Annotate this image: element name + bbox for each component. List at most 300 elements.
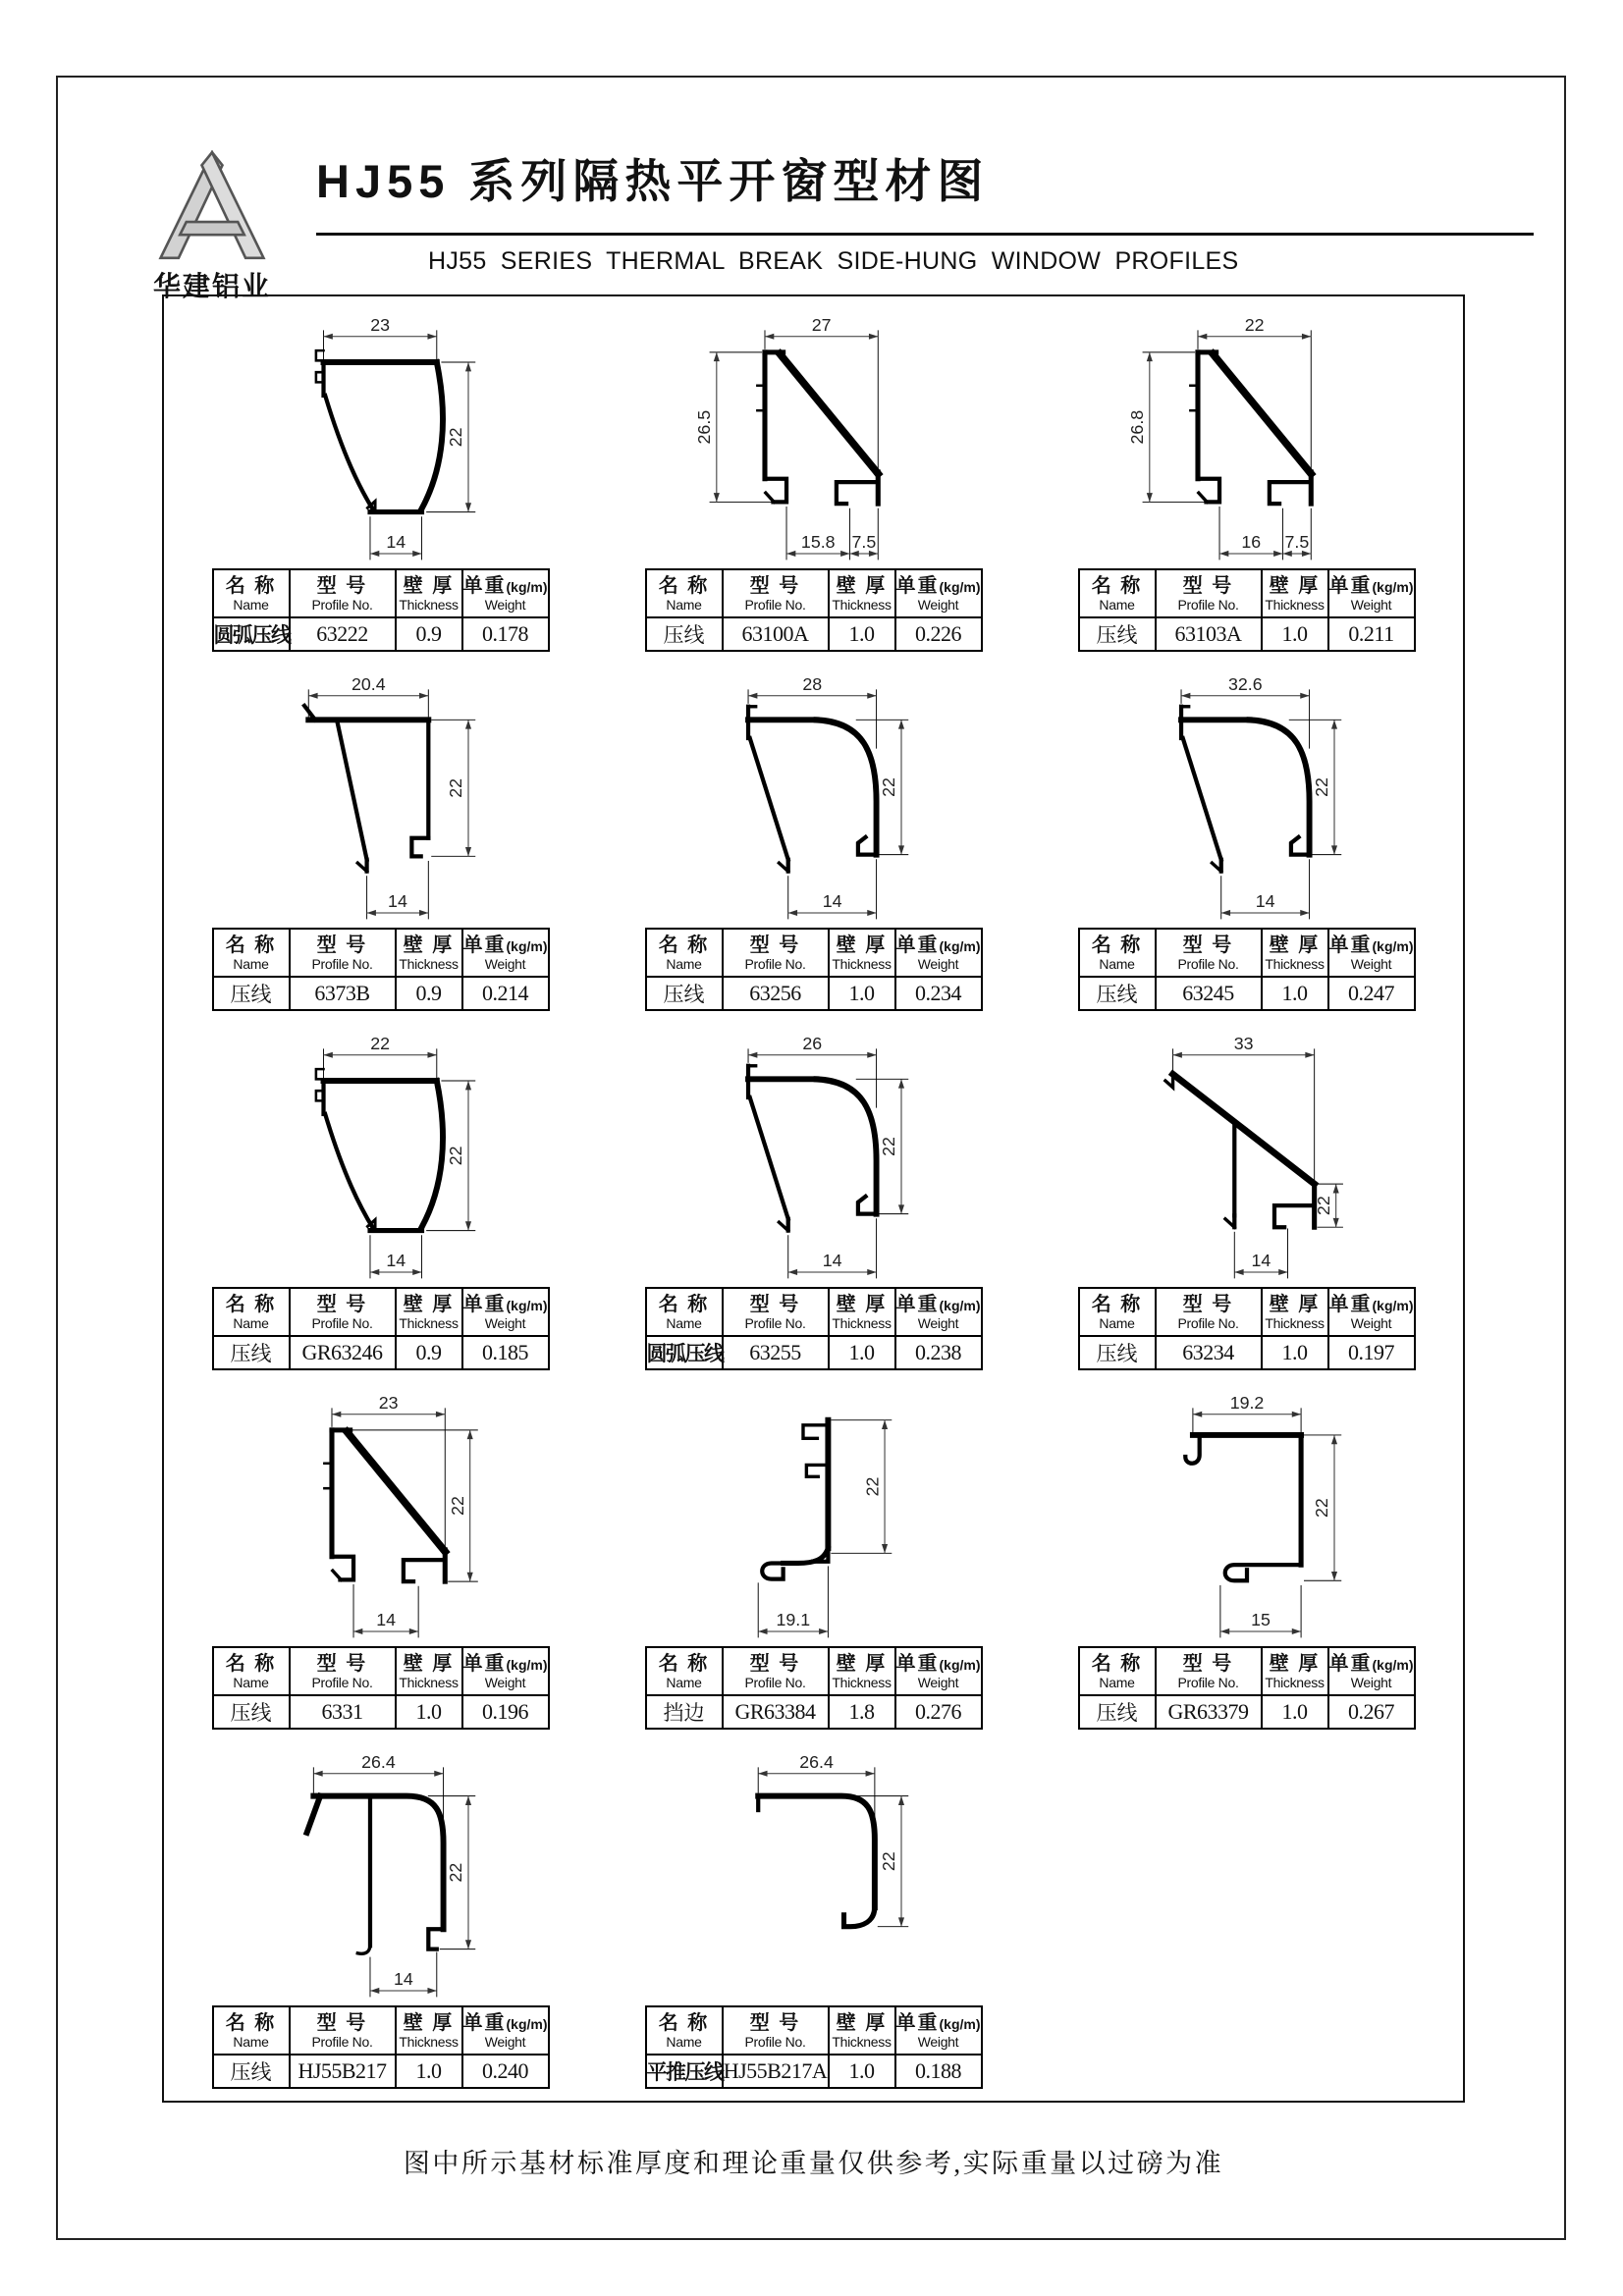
col-name-en: Name (666, 597, 702, 614)
col-weight-cn-text: 单重 (895, 575, 940, 598)
col-model-cn: 型 号 (749, 1653, 801, 1676)
col-model-cn: 型 号 (1182, 934, 1234, 957)
svg-text:22: 22 (1244, 314, 1265, 335)
spec-header-row (646, 569, 982, 617)
profile-cell (212, 1737, 550, 2097)
profile-cell (212, 300, 550, 660)
col-model (723, 569, 829, 617)
col-name-cn: 名 称 (225, 1653, 277, 1676)
svg-text:14: 14 (1255, 891, 1275, 912)
col-name-cn: 名 称 (658, 934, 710, 957)
spec-header-row (1079, 929, 1415, 977)
page-subtitle: HJ55 SERIES THERMAL BREAK SIDE-HUNG WINDOW PROFILES (428, 247, 1239, 275)
col-name (646, 1288, 723, 1336)
profile-spec-table (212, 1287, 550, 1370)
col-thickness-en: Thickness (832, 597, 892, 614)
col-weight-en: Weight (484, 1315, 526, 1332)
col-model-en: Profile No. (311, 956, 373, 973)
profile-thickness: 0.9 (396, 977, 462, 1010)
profile-spec-table (1078, 568, 1416, 652)
profile-weight: 0.211 (1328, 617, 1415, 651)
col-thickness (396, 929, 462, 977)
profile-drawing (1109, 662, 1384, 924)
col-thickness (829, 569, 895, 617)
svg-text:19.1: 19.1 (776, 1610, 810, 1630)
col-name-cn: 名 称 (1091, 934, 1143, 957)
col-thickness (829, 1288, 895, 1336)
svg-text:22: 22 (878, 777, 898, 797)
col-model-cn: 型 号 (316, 575, 368, 598)
profile-name: 压线 (213, 977, 290, 1010)
col-model-en: Profile No. (311, 1675, 373, 1691)
profile-name: 压线 (646, 977, 723, 1010)
col-weight-en: Weight (917, 1315, 959, 1332)
profile-outline-svg (676, 1739, 951, 2002)
col-name-cn: 名 称 (225, 2012, 277, 2035)
spec-header-row (1079, 1647, 1415, 1695)
profile-thickness: 1.0 (1262, 1695, 1328, 1729)
col-thickness-en: Thickness (1265, 597, 1325, 614)
spec-header-row (646, 1288, 982, 1336)
col-thickness-cn: 壁 厚 (1269, 1653, 1321, 1676)
profile-thickness: 1.0 (829, 1336, 895, 1369)
profile-cell (645, 1378, 983, 1737)
col-weight (1328, 569, 1415, 617)
col-name-en: Name (233, 956, 269, 973)
spec-data-row (1079, 1695, 1415, 1729)
profile-outline-svg (243, 1739, 518, 2002)
col-weight-cn (463, 1292, 548, 1316)
profile-weight: 0.240 (462, 2055, 549, 2088)
col-model-cn: 型 号 (749, 2012, 801, 2035)
col-model-cn: 型 号 (316, 1294, 368, 1316)
profile-drawing (1109, 1021, 1384, 1283)
profile-drawing (243, 1739, 518, 2002)
svg-text:14: 14 (385, 532, 406, 553)
profile-spec-table (212, 1646, 550, 1730)
svg-text:33: 33 (1233, 1033, 1254, 1053)
profile-drawing (676, 662, 951, 924)
col-model (723, 929, 829, 977)
col-model (290, 1647, 396, 1695)
col-thickness (396, 2006, 462, 2055)
col-name-cn: 名 称 (225, 934, 277, 957)
col-weight-cn (463, 573, 548, 598)
svg-text:22: 22 (1313, 1196, 1333, 1216)
col-weight-unit: (kg/m) (506, 938, 548, 955)
col-weight-en: Weight (917, 956, 959, 973)
col-model-en: Profile No. (744, 597, 806, 614)
profile-name: 圆弧压线 (213, 617, 290, 651)
profile-cell (645, 1737, 983, 2097)
profiles-grid (162, 294, 1465, 2103)
col-weight-en: Weight (484, 597, 526, 614)
profile-name: 平推压线 (646, 2055, 723, 2088)
col-name-cn: 名 称 (225, 1294, 277, 1316)
spec-header-row (646, 929, 982, 977)
col-model (290, 2006, 396, 2055)
col-name-cn: 名 称 (658, 1294, 710, 1316)
profile-weight: 0.197 (1328, 1336, 1415, 1369)
col-model-cn: 型 号 (316, 2012, 368, 2035)
col-name-en: Name (1099, 597, 1135, 614)
col-model-cn: 型 号 (749, 1294, 801, 1316)
col-name-en: Name (666, 1315, 702, 1332)
profile-spec-table (645, 568, 983, 652)
col-weight-unit: (kg/m) (506, 2016, 548, 2033)
col-model-en: Profile No. (1177, 597, 1239, 614)
profile-weight: 0.185 (462, 1336, 549, 1369)
col-thickness (1262, 1647, 1328, 1695)
col-weight-cn (896, 1292, 981, 1316)
profile-thickness: 1.8 (829, 1695, 895, 1729)
profile-model: 6331 (290, 1695, 396, 1729)
title-underline (316, 233, 1534, 236)
profile-drawing (1109, 1380, 1384, 1642)
profile-thickness: 1.0 (1262, 977, 1328, 1010)
col-weight (1328, 1288, 1415, 1336)
col-name-cn: 名 称 (225, 575, 277, 598)
profile-outline-svg (1109, 302, 1384, 564)
svg-text:22: 22 (445, 427, 465, 448)
svg-text:14: 14 (822, 891, 842, 912)
col-weight-en: Weight (917, 2034, 959, 2051)
svg-text:28: 28 (801, 673, 822, 694)
profile-name: 压线 (213, 1695, 290, 1729)
svg-text:22: 22 (445, 777, 465, 798)
profile-weight: 0.214 (462, 977, 549, 1010)
col-model (723, 1288, 829, 1336)
col-name-en: Name (1099, 1675, 1135, 1691)
col-weight (462, 1647, 549, 1695)
spec-header-row (213, 1647, 549, 1695)
col-weight-cn (463, 933, 548, 957)
profile-thickness: 1.0 (396, 2055, 462, 2088)
profile-model: GR63246 (290, 1336, 396, 1369)
profile-name: 压线 (1079, 617, 1156, 651)
col-weight (462, 929, 549, 977)
svg-text:22: 22 (878, 1137, 898, 1156)
profile-outline-svg (1109, 1380, 1384, 1642)
profile-cell (212, 660, 550, 1019)
col-thickness-cn: 壁 厚 (403, 2012, 455, 2035)
col-name (646, 1647, 723, 1695)
col-weight-cn-text: 单重 (462, 2012, 507, 2035)
profile-thickness: 0.9 (396, 617, 462, 651)
profile-weight: 0.188 (895, 2055, 982, 2088)
profile-spec-table (212, 568, 550, 652)
profile-model: 63103A (1156, 617, 1262, 651)
col-thickness-en: Thickness (399, 1315, 459, 1332)
col-weight-cn (1329, 1292, 1414, 1316)
col-model-en: Profile No. (1177, 1315, 1239, 1332)
profile-model: HJ55B217 (290, 2055, 396, 2088)
col-weight (895, 929, 982, 977)
col-weight-en: Weight (1350, 956, 1392, 973)
col-name-en: Name (1099, 1315, 1135, 1332)
svg-text:22: 22 (861, 1476, 882, 1497)
col-name (213, 569, 290, 617)
col-model (290, 929, 396, 977)
svg-text:14: 14 (1251, 1251, 1271, 1271)
col-name-cn: 名 称 (1091, 1653, 1143, 1676)
profile-thickness: 1.0 (1262, 617, 1328, 651)
profile-cell (212, 1378, 550, 1737)
col-name (1079, 929, 1156, 977)
col-thickness-en: Thickness (1265, 1315, 1325, 1332)
svg-text:26.4: 26.4 (360, 1751, 396, 1772)
col-model-en: Profile No. (744, 1315, 806, 1332)
col-thickness-en: Thickness (832, 1315, 892, 1332)
profile-thickness: 1.0 (829, 977, 895, 1010)
profile-name: 压线 (1079, 1695, 1156, 1729)
spec-header-row (213, 929, 549, 977)
svg-text:22: 22 (445, 1146, 465, 1166)
col-name (646, 2006, 723, 2055)
col-model-cn: 型 号 (1182, 575, 1234, 598)
col-weight-cn (1329, 573, 1414, 598)
profile-spec-table (645, 928, 983, 1011)
profile-spec-table (1078, 1646, 1416, 1730)
profile-cell (212, 1019, 550, 1378)
col-thickness-cn: 壁 厚 (836, 1294, 888, 1316)
col-weight-cn (1329, 1651, 1414, 1676)
svg-text:22: 22 (878, 1851, 898, 1872)
col-thickness-en: Thickness (399, 956, 459, 973)
col-weight-en: Weight (484, 956, 526, 973)
profile-thickness: 0.9 (396, 1336, 462, 1369)
spec-data-row (1079, 617, 1415, 651)
profile-outline-svg (243, 1380, 518, 1642)
spec-header-row (1079, 569, 1415, 617)
col-weight (1328, 1647, 1415, 1695)
spec-data-row (213, 977, 549, 1010)
svg-text:14: 14 (822, 1251, 842, 1271)
col-thickness (396, 569, 462, 617)
col-weight-cn-text: 单重 (1328, 934, 1373, 957)
profile-thickness: 1.0 (829, 2055, 895, 2088)
col-name (1079, 1647, 1156, 1695)
col-thickness-cn: 壁 厚 (1269, 934, 1321, 957)
spec-data-row (646, 977, 982, 1010)
col-model-cn: 型 号 (1182, 1653, 1234, 1676)
profile-outline-svg (676, 1021, 951, 1283)
profile-weight: 0.276 (895, 1695, 982, 1729)
profile-name: 压线 (1079, 977, 1156, 1010)
col-name-cn: 名 称 (658, 1653, 710, 1676)
col-thickness (829, 929, 895, 977)
profile-weight: 0.238 (895, 1336, 982, 1369)
col-weight-cn (896, 933, 981, 957)
col-model-en: Profile No. (1177, 1675, 1239, 1691)
col-name (213, 1647, 290, 1695)
col-weight-en: Weight (917, 597, 959, 614)
profile-spec-table (1078, 928, 1416, 1011)
spec-data-row (213, 1695, 549, 1729)
col-model-cn: 型 号 (316, 1653, 368, 1676)
profile-thickness: 1.0 (1262, 1336, 1328, 1369)
col-weight-cn-text: 单重 (462, 1294, 507, 1316)
col-weight (895, 1288, 982, 1336)
profile-cell (645, 660, 983, 1019)
col-model-en: Profile No. (744, 2034, 806, 2051)
col-name-en: Name (1099, 956, 1135, 973)
col-model (723, 1647, 829, 1695)
col-weight-en: Weight (484, 2034, 526, 2051)
svg-text:14: 14 (393, 1969, 413, 1990)
col-thickness-en: Thickness (399, 1675, 459, 1691)
col-thickness-cn: 壁 厚 (836, 1653, 888, 1676)
col-name-en: Name (666, 956, 702, 973)
col-weight-cn-text: 单重 (462, 1653, 507, 1676)
col-thickness-cn: 壁 厚 (403, 1294, 455, 1316)
svg-text:26: 26 (801, 1033, 822, 1053)
profile-drawing (1109, 302, 1384, 564)
col-weight-cn-text: 单重 (895, 934, 940, 957)
col-model-en: Profile No. (744, 956, 806, 973)
profile-spec-table (212, 928, 550, 1011)
col-weight-en: Weight (1350, 1315, 1392, 1332)
col-thickness-cn: 壁 厚 (403, 934, 455, 957)
spec-data-row (1079, 1336, 1415, 1369)
page-title: HJ55 系列隔热平开窗型材图 (316, 155, 990, 207)
svg-text:7.5: 7.5 (850, 532, 876, 553)
col-name-cn: 名 称 (658, 2012, 710, 2035)
col-model-en: Profile No. (744, 1675, 806, 1691)
col-name-en: Name (666, 1675, 702, 1691)
profile-outline-svg (676, 1380, 951, 1642)
profile-drawing (243, 1021, 518, 1283)
col-weight (462, 2006, 549, 2055)
svg-text:14: 14 (375, 1610, 396, 1630)
profile-outline-svg (676, 302, 951, 564)
col-name (213, 1288, 290, 1336)
col-name-en: Name (233, 1675, 269, 1691)
col-thickness-en: Thickness (832, 2034, 892, 2051)
col-name-cn: 名 称 (1091, 1294, 1143, 1316)
spec-data-row (1079, 977, 1415, 1010)
col-weight (1328, 929, 1415, 977)
col-weight (895, 569, 982, 617)
profile-weight: 0.196 (462, 1695, 549, 1729)
svg-text:14: 14 (387, 891, 407, 912)
col-name (646, 929, 723, 977)
col-name-en: Name (666, 2034, 702, 2051)
col-weight-unit: (kg/m) (939, 2016, 981, 2033)
profile-drawing (243, 1380, 518, 1642)
col-weight-unit: (kg/m) (939, 938, 981, 955)
profile-outline-svg (1109, 1021, 1384, 1283)
col-model-cn: 型 号 (1182, 1294, 1234, 1316)
col-thickness-cn: 壁 厚 (403, 1653, 455, 1676)
col-weight-cn-text: 单重 (895, 1653, 940, 1676)
col-model (1156, 1647, 1262, 1695)
col-weight-unit: (kg/m) (506, 1657, 548, 1674)
svg-text:19.2: 19.2 (1229, 1392, 1264, 1413)
company-name: 华建铝业 (152, 271, 271, 301)
profile-outline-svg (1109, 662, 1384, 924)
col-name-en: Name (233, 1315, 269, 1332)
profile-model: GR63384 (723, 1695, 829, 1729)
profile-cell (1078, 1019, 1416, 1378)
profile-cell (645, 300, 983, 660)
col-thickness-en: Thickness (399, 597, 459, 614)
col-weight (462, 569, 549, 617)
profile-drawing (676, 1021, 951, 1283)
col-weight-unit: (kg/m) (1372, 579, 1414, 596)
spec-data-row (646, 617, 982, 651)
profile-name: 挡边 (646, 1695, 723, 1729)
col-model (290, 1288, 396, 1336)
profile-model: 63222 (290, 617, 396, 651)
col-weight-cn (896, 1651, 981, 1676)
profile-model: 6373B (290, 977, 396, 1010)
profile-weight: 0.226 (895, 617, 982, 651)
col-name-cn: 名 称 (1091, 575, 1143, 598)
profile-cell (645, 1019, 983, 1378)
col-name (1079, 1288, 1156, 1336)
svg-text:26.5: 26.5 (693, 409, 714, 445)
col-name (213, 2006, 290, 2055)
col-thickness (829, 1647, 895, 1695)
spec-header-row (1079, 1288, 1415, 1336)
profile-outline-svg (243, 1021, 518, 1283)
profile-model: 63256 (723, 977, 829, 1010)
col-model-en: Profile No. (311, 597, 373, 614)
footer-note: 图中所示基材标准厚度和理论重量仅供参考,实际重量以过磅为准 (403, 2149, 1224, 2178)
col-thickness-en: Thickness (1265, 956, 1325, 973)
profile-spec-table (1078, 1287, 1416, 1370)
col-weight-cn (1329, 933, 1414, 957)
col-weight-cn-text: 单重 (1328, 1294, 1373, 1316)
col-thickness-en: Thickness (399, 2034, 459, 2051)
col-model (290, 569, 396, 617)
profile-name: 压线 (1079, 1336, 1156, 1369)
svg-text:23: 23 (378, 1392, 399, 1413)
profile-name: 压线 (646, 617, 723, 651)
col-thickness-cn: 壁 厚 (403, 575, 455, 598)
profile-model: 63234 (1156, 1336, 1262, 1369)
logo-mark-icon (138, 147, 286, 263)
col-weight-cn-text: 单重 (1328, 575, 1373, 598)
profile-spec-table (645, 1287, 983, 1370)
svg-text:22: 22 (369, 1033, 390, 1053)
svg-text:32.6: 32.6 (1227, 673, 1263, 694)
col-weight-unit: (kg/m) (506, 1298, 548, 1314)
svg-text:22: 22 (1311, 777, 1331, 797)
svg-text:26.8: 26.8 (1126, 409, 1147, 445)
col-thickness-cn: 壁 厚 (836, 934, 888, 957)
profile-weight: 0.267 (1328, 1695, 1415, 1729)
svg-text:16: 16 (1240, 532, 1261, 553)
profile-outline-svg (243, 302, 518, 564)
profile-model: 63245 (1156, 977, 1262, 1010)
col-weight-cn-text: 单重 (462, 575, 507, 598)
col-weight-unit: (kg/m) (939, 1298, 981, 1314)
col-thickness-en: Thickness (832, 956, 892, 973)
col-model-cn: 型 号 (316, 934, 368, 957)
profile-weight: 0.234 (895, 977, 982, 1010)
profile-name: 压线 (213, 2055, 290, 2088)
col-weight-cn-text: 单重 (895, 1294, 940, 1316)
svg-text:20.4: 20.4 (351, 673, 386, 694)
col-weight-en: Weight (1350, 597, 1392, 614)
col-thickness (396, 1647, 462, 1695)
spec-header-row (213, 1288, 549, 1336)
svg-text:26.4: 26.4 (798, 1751, 834, 1772)
col-weight-unit: (kg/m) (1372, 1298, 1414, 1314)
col-model (723, 2006, 829, 2055)
